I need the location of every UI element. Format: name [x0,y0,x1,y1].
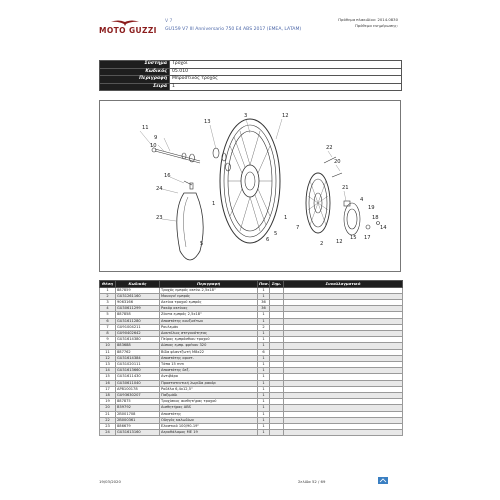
column-header-code: Κωδικός [116,281,160,288]
part-quantity: 1 [258,386,270,392]
part-quantity: 1 [258,430,270,436]
part-position: 1 [100,287,116,293]
part-position: 13 [100,361,116,367]
part-position: 19 [100,399,116,405]
part-description: Τροχός εμπρός ακτίνι 2,5x18" [160,287,258,293]
callout-label: 5 [200,241,204,247]
part-description: Αποστάτης [160,411,258,417]
part-quantity: 1 [258,355,270,361]
callout-label: 11 [142,125,149,131]
callout-label: 10 [150,143,157,149]
part-quantity: 1 [258,337,270,343]
part-position: 23 [100,423,116,429]
callout-label: 4 [360,197,364,203]
callout-label: 6 [266,237,270,243]
callout-label: 19 [368,205,375,211]
brand-name: MOTO GUZZI [99,26,157,35]
info-key: Κωδικός [100,68,170,76]
brand-logo [99,19,157,35]
info-row-series [100,83,402,91]
part-description: Αποστάτης κουζινέτων [160,318,258,324]
part-description: Αποστάτης δεξ. [160,368,258,374]
part-quantity: 1 [258,417,270,423]
part-code: GU31613660 [116,368,160,374]
callout-label: 24 [156,186,163,192]
part-code: GU30611299 [116,306,160,312]
info-value: 1 [170,83,402,91]
part-notes [270,430,284,436]
info-row-system [100,61,402,69]
part-quantity: 1 [258,399,270,405]
callout-label: 21 [342,185,349,191]
callout-label: 17 [364,235,371,241]
part-position: 8 [100,330,116,336]
part-code: 887762 [116,349,160,355]
parts-table-body [100,287,403,436]
part-description: Ρακόρ ακτίνας [160,306,258,312]
callout-label: 9 [154,135,158,141]
part-code: 2B000361 [116,417,160,423]
inner-tube-drawing [177,193,203,260]
part-quantity: 1 [258,361,270,367]
callout-label: 13 [204,119,211,125]
part-quantity: 1 [258,392,270,398]
part-quantity: 1 [258,423,270,429]
info-value: Μπροστινός τροχός [170,76,402,84]
part-description: Παξιμάδι [160,392,258,398]
part-code: GU31020111 [116,361,160,367]
part-quantity: 1 [258,374,270,380]
exploded-parts-diagram [99,100,401,272]
part-description: Αισθητήρας ABS [160,405,258,411]
callout-label: 1 [212,201,216,207]
part-quantity: 36 [258,299,270,305]
part-quantity: 1 [258,287,270,293]
part-code: GU31614380 [116,337,160,343]
callout-label: 16 [164,173,171,179]
part-code: 2B001708 [116,411,160,417]
part-description: Οδηγός καλωδίων [160,417,258,423]
part-position: 12 [100,355,116,361]
part-description: Ρουλεμάν [160,324,258,330]
hub-drawing [241,165,259,197]
column-header-exchange: Συναλλαγματικό [284,281,403,288]
footer-logo-icon [378,477,388,484]
part-quantity: 1 [258,330,270,336]
callout-label: 1 [284,215,288,221]
info-key: Σύστημα [100,61,170,69]
part-position: 22 [100,417,116,423]
column-header-position: Θέση [100,281,116,288]
part-code: 887858 [116,312,160,318]
part-code: GU30611040 [116,380,160,386]
part-code: AP8100178 [116,386,160,392]
part-description: Ζάντα εμπρός 2,5x18" [160,312,258,318]
part-quantity: 1 [258,411,270,417]
part-position: 10 [100,343,116,349]
callout-label: 22 [326,145,333,151]
callout-label: 20 [334,159,341,165]
catalog-date: Πρόθεμα πλακιδίου: 2014.0830 [338,17,398,22]
part-position: 24 [100,430,116,436]
model-description: GU159 V7 III Anniversario 750 E4 ABS 2017 (EMEA, LATAM) [165,27,302,32]
part-description: Προστατευτική λωρίδα ρακόρ [160,380,258,386]
part-code: GU31614384 [116,355,160,361]
part-quantity: 1 [258,293,270,299]
footer-date: 19/03/2020 [99,479,121,484]
callout-label: 15 [350,235,357,241]
part-position: 20 [100,405,116,411]
part-quantity: 1 [258,368,270,374]
callout-label: 5 [274,231,278,237]
callout-label: 12 [336,239,343,245]
callout-label: 23 [156,215,163,221]
info-value: Τροχοί [170,61,402,69]
model-code: V 7 [165,19,173,24]
part-code: 883688 [116,343,160,349]
callout-label: 2 [320,241,324,247]
part-quantity: 1 [258,343,270,349]
eagle-icon [111,19,139,26]
info-row-code [100,68,402,76]
part-position: 4 [100,306,116,312]
part-description: Ακτίνα τροχού εμπρός [160,299,258,305]
part-code: 887875 [116,399,160,405]
part-position: 5 [100,312,116,318]
callout-label: 18 [372,215,379,221]
part-code: GU93630207 [116,392,160,398]
part-position: 17 [100,386,116,392]
column-header-notes: Σημ. [270,281,284,288]
part-code: 9063166 [116,299,160,305]
part-description: Ροδέλα 6,4x12,5" [160,386,258,392]
column-header-description: Περιγραφή [160,281,258,288]
part-code: GU91004211 [116,324,160,330]
part-description: Δίσκος εμπρ. φρένου 320 [160,343,258,349]
assembly-info-table [99,60,402,91]
part-position: 7 [100,324,116,330]
part-quantity: 1 [258,380,270,386]
column-header-quantity: Ποσ. [259,281,270,286]
info-key: Περιγραφή [100,76,170,84]
part-code: 886679 [116,423,160,429]
axle-drawing [155,149,200,161]
part-position: 2 [100,293,116,299]
part-position: 21 [100,411,116,417]
part-position: 6 [100,318,116,324]
callout-label: 14 [380,225,387,231]
part-position: 3 [100,299,116,305]
part-description: Ελαστικό 100/90-19" [160,423,258,429]
part-quantity: 1 [258,312,270,318]
part-description: Αντιβάρο [160,374,258,380]
part-quantity: 36 [258,306,270,312]
part-description: Πείρος εμπρόσθιου τροχού [160,337,258,343]
part-position: 15 [100,374,116,380]
callout-label: 3 [244,113,248,119]
catalog-updated: Πρόθεμα ενημέρωσης: [354,23,398,28]
part-quantity: 1 [258,405,270,411]
part-description: Βίδα φλαντζωτή M8x22 [160,349,258,355]
callout-label: 7 [296,225,300,231]
part-quantity: 2 [258,324,270,330]
callout-label: 12 [282,113,289,119]
part-code: B59792 [116,405,160,411]
table-row [100,430,403,436]
part-code: GU31613160 [116,430,160,436]
part-description: Μουαγιέ εμπρός [160,293,258,299]
part-description: Τροχίσκος αισθητήρας τροχού [160,399,258,405]
part-quantity: 1 [258,318,270,324]
part-position: 9 [100,337,116,343]
part-position: 14 [100,368,116,374]
parts-table [99,280,403,436]
part-position: 16 [100,380,116,386]
part-position: 11 [100,349,116,355]
part-description: Δακτύλιος στεγανότητας [160,330,258,336]
part-code: GU31611430 [116,374,160,380]
part-exchange [284,430,403,436]
info-value: 05.010 [170,68,402,76]
part-description: Τάπα 15 mm [160,361,258,367]
part-code: GU31261160 [116,293,160,299]
part-code: GU90402642 [116,330,160,336]
part-description: Αποστάτης αριστ. [160,355,258,361]
info-row-description [100,76,402,84]
part-description: Αεροθάλαμος ME 19 [160,430,258,436]
info-key: Σειρά [100,83,170,91]
part-position: 18 [100,392,116,398]
part-code: 887859 [116,287,160,293]
footer-page-number: Σελίδα 52 / 69 [298,479,326,484]
part-code: GU31611280 [116,318,160,324]
part-quantity: 6 [258,349,270,355]
